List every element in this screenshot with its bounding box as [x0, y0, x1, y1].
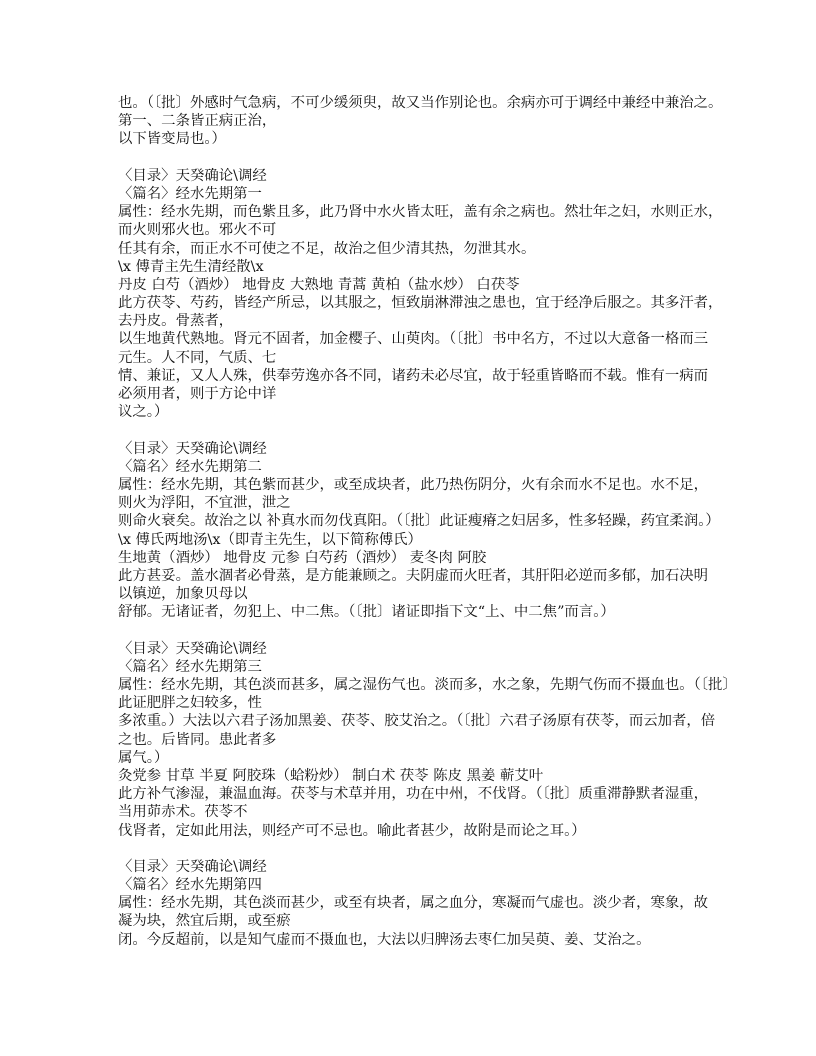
text-line: 则火为浮阳，不宜泄，泄之: [118, 495, 291, 512]
text-line: 属性：经水先期，其色淡而甚少，或至有块者，属之血分，寒凝而气虚也。淡少者，寒象，故: [118, 895, 709, 912]
text-line: \x 傅氏两地汤\x（即青主先生，以下简称傅氏）: [118, 531, 422, 548]
text-line: 〈篇名〉经水先期第一: [118, 185, 262, 202]
blank-line: [118, 149, 718, 167]
text-line: 元生。人不同，气质、七: [118, 349, 277, 366]
text-line: 必须用者，则于方论中详: [118, 386, 277, 402]
text-line: 舒郁。无诸证者，勿犯上、中二焦。（〔批〕诸证即指下文“上、中二焦”而言。）: [118, 604, 615, 621]
text-line: 属气。）: [118, 749, 169, 766]
text-line: 以生地黄代熟地。肾元不固者，加金樱子、山萸肉。（〔批〕书中名方，不过以大意备一格而三: [118, 331, 709, 348]
text-line: 〈目录〉天癸确论\调经: [118, 167, 267, 184]
text-line: 丹皮 白芍（酒炒） 地骨皮 大熟地 青蒿 黄柏（盐水炒） 白茯苓: [118, 276, 520, 293]
text-line: 而火则邪火也。邪火不可: [118, 222, 277, 239]
text-line: 〈目录〉天癸确论\调经: [118, 440, 267, 457]
text-line: 情、兼证，又人人殊，供奉劳逸亦各不同，诸药未必尽宜，故于轻重皆略而不载。惟有一病而: [118, 367, 709, 384]
text-line: 以镇逆，加象贝母以: [118, 586, 248, 603]
text-line: 属性：经水先期，其色淡而甚多，属之湿伤气也。淡而多，水之象，先期气伤而不摄血也。（〔批〕: [118, 677, 737, 693]
text-line: 之也。后皆同。患此者多: [118, 731, 277, 748]
text-line: 则命火衰矣。故治之以 补真水而勿伐真阳。（〔批〕此证瘦瘠之妇居多，性多轻躁，药宜柔润。）: [118, 513, 720, 530]
text-line: 〈篇名〉经水先期第四: [118, 877, 262, 894]
text-line: 灸党参 甘草 半夏 阿胶珠（蛤粉炒） 制白术 茯苓 陈皮 黑姜 蕲艾叶: [118, 767, 544, 784]
text-line: 生地黄（酒炒） 地骨皮 元参 白芍药（酒炒） 麦冬肉 阿胶: [118, 549, 487, 566]
text-line: 〈篇名〉经水先期第三: [118, 658, 262, 675]
text-line: \x 傅青主先生清经散\x: [118, 258, 264, 275]
text-line: 任其有余，而正水不可使之不足，故治之但少清其热，勿泄其水。: [118, 240, 536, 257]
text-line: 也。（〔批〕外感时气急病，不可少缓须臾，故又当作别论也。余病亦可于调经中兼经中兼治之。: [118, 95, 723, 111]
text-line: 〈目录〉天癸确论\调经: [118, 858, 267, 875]
text-line: 当用茆赤术。茯苓不: [118, 804, 248, 821]
text-line: 此方甚妥。盖水涸者必骨蒸，是方能兼顾之。夫阴虚而火旺者，其肝阳必逆而多郁，加石决明: [118, 567, 709, 584]
text-line: 凝为块，然宜后期，或至瘀: [118, 913, 291, 930]
text-line: 第一、二条皆正病正治，: [118, 113, 277, 130]
text-line: 属性：经水先期，而色紫且多，此乃肾中水火皆太旺，盖有余之病也。然壮年之妇，水则正水，: [118, 204, 723, 221]
text-line: 去丹皮。骨蒸者，: [118, 313, 234, 330]
text-line: 属性：经水先期，其色紫而甚少，或至成块者，此乃热伤阴分，火有余而水不足也。水不足，: [118, 476, 709, 493]
text-line: 此方补气渗湿，兼温血海。茯苓与术草并用，功在中州，不伐肾。（〔批〕质重滞静默者湿重，: [118, 786, 709, 803]
text-line: 伐肾者，定如此用法，则经产可不忌也。喻此者甚少，故附是而论之耳。）: [118, 822, 586, 839]
blank-line: [118, 621, 718, 639]
text-line: 此方茯苓、芍药，皆经产所忌，以其服之，恒致崩淋滞浊之患也，宜于经净后服之。其多汗者，: [118, 295, 723, 312]
document-page: [118, 94, 737, 949]
text-line: 此证肥胖之妇较多，性: [118, 695, 262, 712]
text-line: 〈篇名〉经水先期第二: [118, 458, 262, 475]
text-line: 多浓重。）大法以六君子汤加黑姜、茯苓、胶艾治之。（〔批〕六君子汤原有茯苓，而云加者，倍: [118, 713, 716, 730]
text-line: 议之。）: [118, 404, 169, 421]
blank-line: [118, 840, 718, 858]
text-line: 〈目录〉天癸确论\调经: [118, 640, 267, 657]
text-line: 闭。今反超前，以是知气虚而不摄血也，大法以归脾汤去枣仁加吴萸、姜、艾治之。: [118, 931, 651, 948]
blank-line: [118, 421, 718, 439]
text-line: 以下皆变局也。）: [118, 131, 226, 148]
